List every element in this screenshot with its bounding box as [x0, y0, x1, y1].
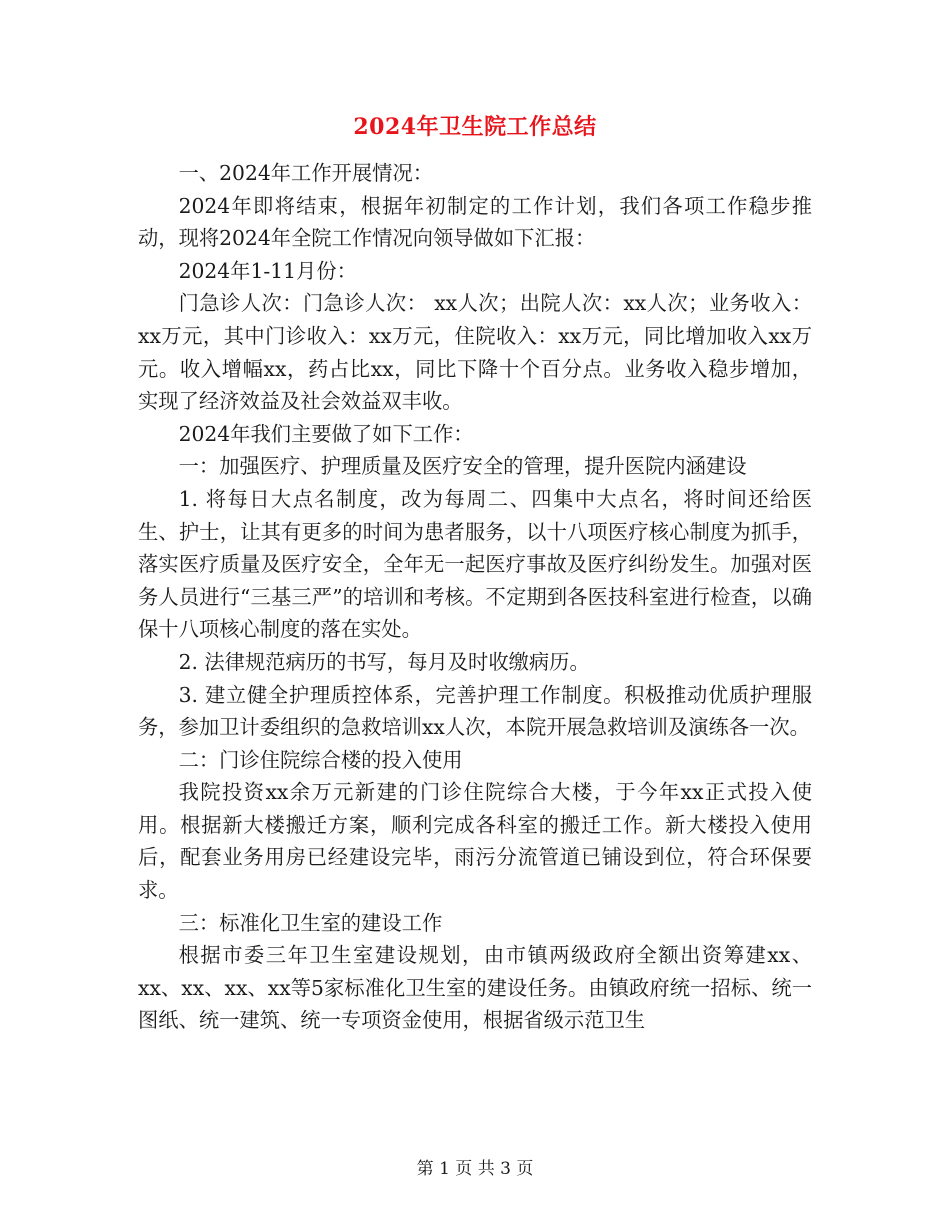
page-footer: 第 1 页 共 3 页: [416, 1159, 534, 1179]
paragraph: 2024年1-11月份：: [178, 258, 357, 283]
section-heading: 二：门诊住院综合楼的投入使用: [178, 747, 463, 772]
paragraph: 我院投资xx余万元新建的门诊住院综合大楼，于今年xx正式投入使用。根据新大楼搬迁方案，顺利完成各科室的搬迁工作。新大楼投入使用后，配套业务用房已经建设完毕，雨污分流管道已铺设到位，符合环保要求。: [138, 780, 812, 903]
paragraph: 2024年即将结束，根据年初制定的工作计划，我们各项工作稳步推动，现将2024年全院工作情况向领导做如下汇报：: [138, 193, 812, 251]
paragraph: 根据市委三年卫生室建设规划，由市镇两级政府全额出资筹建xx、xx、xx、xx、xx等5家标准化卫生室的建设任务。由镇政府统一招标、统一图纸、统一建筑、统一专项资金使用，根据省级示范卫生: [138, 943, 812, 1033]
section-heading: 一：加强医疗、护理质量及医疗安全的管理，提升医院内涵建设: [178, 454, 747, 479]
paragraph: 3. 建立健全护理质控体系，完善护理工作制度。积极推动优质护理服务，参加卫计委组织的急救培训xx人次，本院开展急救培训及演练各一次。: [138, 682, 812, 740]
paragraph: 一、2024年工作开展情况：: [178, 161, 434, 185]
paragraph: 门急诊人次：门急诊人次： xx人次；出院人次：xx人次；业务收入：xx万元，其中门诊收入：xx万元，住院收入：xx万元，同比增加收入xx万元。收入增幅xx，药占比xx，同比下降十个百分点。业务收入稳步增加，实现了经济效益及社会效益双丰收。: [138, 291, 812, 414]
paragraph: 2024年我们主要做了如下工作：: [178, 421, 474, 446]
paragraph: 2. 法律规范病历的书写，每月及时收缴病历。: [178, 649, 590, 674]
document-title: 2024年卫生院工作总结: [353, 114, 597, 140]
document-body: [138, 157, 812, 1037]
paragraph: 1. 将每日大点名制度，改为每周二、四集中大点名，将时间还给医生、护士，让其有更多的时间为患者服务，以十八项医疗核心制度为抓手，落实医疗质量及医疗安全，全年无一起医疗事故及医疗纠纷发生。加强对医务人员进行“三基三严”的培训和考核。不定期到各医技科室进行检查，以确保十八项核心制度的落在实处。: [138, 486, 812, 642]
section-heading: 三：标准化卫生室的建设工作: [178, 910, 443, 935]
